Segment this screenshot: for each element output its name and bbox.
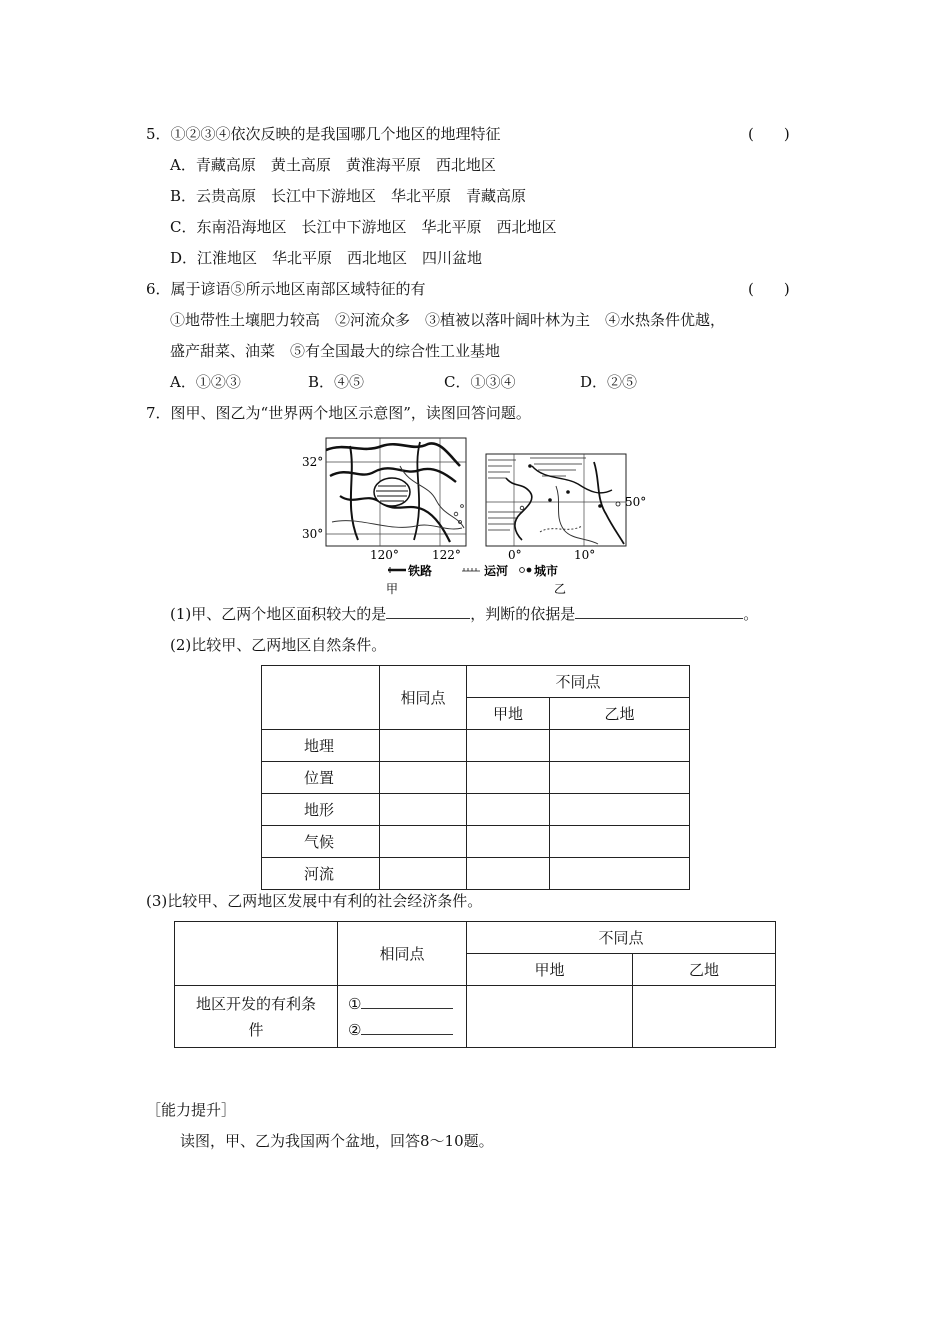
q5-option-b: B．云贵高原 长江中下游地区 华北平原 青藏高原 bbox=[170, 187, 527, 205]
map-jia-lon-left: 120° bbox=[370, 548, 399, 562]
q6-stem: 6．属于谚语⑤所示地区南部区域特征的有 bbox=[146, 280, 426, 298]
table3-row-label-line1: 地区开发的有利条 bbox=[195, 994, 316, 1013]
table2-cell[interactable] bbox=[550, 794, 690, 826]
map-yi bbox=[486, 454, 626, 546]
q5-option-a: A．青藏高原 黄土高原 黄淮海平原 西北地区 bbox=[170, 156, 496, 174]
table3-same-cell bbox=[338, 986, 467, 1048]
q5-option-c: C．东南沿海地区 长江中下游地区 华北平原 西北地区 bbox=[170, 218, 557, 236]
table2-row-label: 地理 bbox=[262, 730, 380, 762]
map-legend bbox=[388, 563, 558, 578]
table2-cell[interactable] bbox=[380, 762, 467, 794]
table2-header-diff: 不同点 bbox=[467, 666, 690, 698]
map-jia-lat-bottom: 30° bbox=[302, 527, 324, 541]
q6-line-1: ①地带性土壤肥力较高 ②河流众多 ③植被以落叶阔叶林为主 ④水热条件优越， bbox=[170, 311, 726, 329]
table2-cell[interactable] bbox=[380, 826, 467, 858]
table3-corner bbox=[175, 922, 338, 986]
q5-answer-paren: ( ) bbox=[748, 125, 790, 143]
table-row bbox=[262, 762, 690, 794]
table3-row-label bbox=[175, 986, 338, 1048]
map-yi-lon-right: 10° bbox=[574, 548, 596, 562]
legend-canal-label: 运河 bbox=[484, 564, 509, 578]
section-title: ［能力提升］ bbox=[146, 1101, 237, 1119]
table2-header-jia: 甲地 bbox=[467, 698, 550, 730]
q5-option-d: D．江淮地区 华北平原 西北地区 四川盆地 bbox=[170, 249, 483, 267]
q7-stem: 7．图甲、图乙为“世界两个地区示意图”，读图回答问题。 bbox=[146, 404, 531, 422]
table2-cell[interactable] bbox=[550, 858, 690, 890]
table3-header-diff: 不同点 bbox=[467, 922, 776, 954]
q6-line-2: 盛产甜菜、油菜 ⑤有全国最大的综合性工业基地 bbox=[170, 342, 501, 360]
legend-city-label: 城市 bbox=[534, 564, 559, 578]
q7-sub2: (2)比较甲、乙两地区自然条件。 bbox=[170, 636, 387, 654]
table3-header-same: 相同点 bbox=[338, 922, 467, 986]
table3-cell[interactable] bbox=[633, 986, 776, 1048]
table2-cell[interactable] bbox=[467, 826, 550, 858]
q6-option-b: B．④⑤ bbox=[308, 373, 365, 391]
map-figure bbox=[300, 436, 646, 596]
q6-option-a: A．①②③ bbox=[170, 373, 241, 391]
economic-conditions-table bbox=[174, 921, 776, 1048]
table-row bbox=[262, 826, 690, 858]
map-jia-caption: 甲 bbox=[386, 582, 399, 596]
table2-cell[interactable] bbox=[467, 858, 550, 890]
table2-cell[interactable] bbox=[550, 826, 690, 858]
map-yi-lat: 50° bbox=[625, 495, 646, 509]
table2-cell[interactable] bbox=[550, 730, 690, 762]
q6-answer-paren: ( ) bbox=[748, 280, 790, 298]
table3-item2-marker: ② bbox=[348, 1020, 362, 1039]
q7-sub3: (3)比较甲、乙两地区发展中有利的社会经济条件。 bbox=[146, 892, 483, 910]
legend-rail-label: 铁路 bbox=[408, 564, 433, 578]
table-row bbox=[262, 858, 690, 890]
table2-header-same: 相同点 bbox=[380, 666, 467, 730]
map-yi-lon-left: 0° bbox=[508, 548, 522, 562]
table3-item1-blank[interactable] bbox=[361, 994, 453, 1009]
table2-header-yi: 乙地 bbox=[550, 698, 690, 730]
table2-cell[interactable] bbox=[467, 730, 550, 762]
table3-cell[interactable] bbox=[467, 986, 633, 1048]
q7-sub1-part-c: 。 bbox=[743, 605, 759, 623]
map-yi-caption: 乙 bbox=[554, 582, 567, 596]
q7-sub1-part-b: ，判断的依据是 bbox=[470, 605, 576, 623]
table2-cell[interactable] bbox=[380, 858, 467, 890]
table3-row-label-line2: 件 bbox=[248, 1020, 264, 1039]
table-row bbox=[262, 730, 690, 762]
q7-sub1-part-a: (1)甲、乙两个地区面积较大的是 bbox=[170, 605, 387, 623]
q7-sub1 bbox=[170, 604, 758, 624]
table3-item2-blank[interactable] bbox=[361, 1020, 453, 1035]
map-jia-lon-right: 122° bbox=[432, 548, 461, 562]
section-intro: 读图，甲、乙为我国两个盆地，回答8～10题。 bbox=[180, 1132, 494, 1150]
table-row bbox=[175, 986, 776, 1048]
table3-item1-marker: ① bbox=[348, 994, 362, 1013]
table2-cell[interactable] bbox=[467, 794, 550, 826]
q7-sub1-blank-larger[interactable] bbox=[386, 604, 470, 619]
table2-cell[interactable] bbox=[380, 794, 467, 826]
table2-cell[interactable] bbox=[550, 762, 690, 794]
table2-cell[interactable] bbox=[380, 730, 467, 762]
map-jia bbox=[326, 438, 466, 546]
table2-corner bbox=[262, 666, 380, 730]
q7-sub1-blank-reason[interactable] bbox=[575, 604, 743, 619]
q6-option-c: C．①③④ bbox=[444, 373, 516, 391]
map-jia-lat-top: 32° bbox=[302, 455, 324, 469]
table3-header-jia: 甲地 bbox=[467, 954, 633, 986]
q6-option-d: D．②⑤ bbox=[580, 373, 638, 391]
natural-conditions-table bbox=[261, 665, 690, 890]
q5-stem: 5．①②③④依次反映的是我国哪几个地区的地理特征 bbox=[146, 125, 501, 143]
table-row bbox=[262, 794, 690, 826]
table3-header-yi: 乙地 bbox=[633, 954, 776, 986]
table2-row-label: 河流 bbox=[262, 858, 380, 890]
table2-cell[interactable] bbox=[467, 762, 550, 794]
table2-row-label: 位置 bbox=[262, 762, 380, 794]
table2-row-label: 地形 bbox=[262, 794, 380, 826]
table2-row-label: 气候 bbox=[262, 826, 380, 858]
